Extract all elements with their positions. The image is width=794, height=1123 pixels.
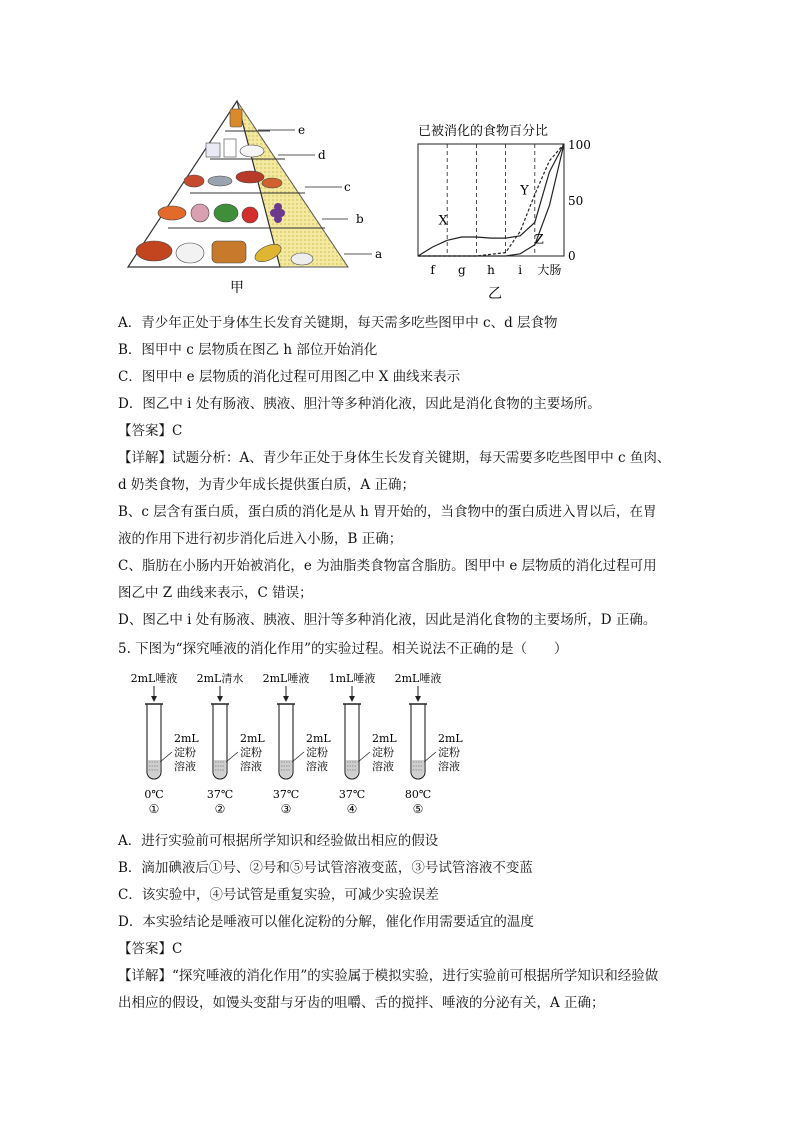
q4-detail-line-4: 液的作用下进行初步消化后进入小肠，B 正确；: [118, 531, 403, 547]
starch-solution-fill: [148, 760, 160, 778]
figure-caption-yi: 乙: [488, 286, 502, 302]
starch-solution-fill: [214, 760, 226, 778]
tube-number: ①: [148, 802, 160, 816]
q5-detail-line-2: 出相应的假设，如馒头变甜与牙齿的咀嚼、舌的搅拌、唾液的分泌有关，A 正确；: [118, 995, 605, 1011]
q4-detail-line-3: B、c 层含有蛋白质，蛋白质的消化是从 h 胃开始的，当食物中的蛋白质进入胃以后，在胃: [118, 504, 657, 520]
arrow-head: [349, 696, 355, 702]
callout-line: [292, 752, 304, 762]
test-tube-5: [395, 671, 464, 816]
tube-number: ④: [346, 802, 358, 816]
tube-number: ③: [280, 802, 292, 816]
q5-option-b: B．滴加碘液后①号、②号和⑤号试管溶液变蓝，③号试管溶液不变蓝: [118, 860, 533, 876]
starch-solution-fill: [280, 760, 292, 778]
arrow-head: [151, 696, 157, 702]
tube-side-volume: 2mL: [240, 732, 265, 745]
test-tube-3: [263, 671, 332, 816]
starch-solution-fill: [412, 760, 424, 778]
q5-answer: 【答案】C: [118, 941, 183, 957]
tube-temperature: 37℃: [338, 788, 366, 801]
tube-number: ⑤: [412, 802, 424, 816]
tube-side-starch: 淀粉: [306, 746, 328, 759]
saliva-experiment-figure: [120, 668, 480, 823]
q4-detail-line-5: C、脂肪在小肠内开始被消化，e 为油脂类食物富含脂肪。图甲中 e 层物质的消化过程可用: [118, 558, 657, 574]
q4-detail-line-7: D、图乙中 i 处有肠液、胰液、胆汁等多种消化液，因此是消化食物的主要场所，D 正确。: [118, 612, 657, 628]
tube-side-solution: 溶液: [438, 760, 460, 773]
series-label-x: X: [438, 213, 448, 229]
series-label-z: Z: [534, 232, 544, 248]
tube-side-volume: 2mL: [306, 732, 331, 745]
tube-temperature: 0℃: [144, 788, 164, 801]
digestion-chart: [410, 118, 600, 303]
callout-line: [424, 752, 436, 762]
x-tick-label: g: [457, 263, 466, 277]
tube-added-liquid: 2mL唾液: [130, 672, 178, 685]
callout-line: [160, 752, 172, 762]
starch-solution-fill: [346, 760, 358, 778]
q4-detail-line-2: d 奶类食物，为青少年成长提供蛋白质，A 正确；: [118, 477, 415, 493]
food-pyramid-figure: [120, 95, 390, 300]
chart-title: 已被消化的食物百分比: [418, 124, 549, 139]
q4-detail-line-1: 【详解】试题分析：A、青少年正处于身体生长发育关键期，每天需要多吃些图甲中 c 鱼肉、: [118, 450, 671, 466]
q4-option-c: C．图甲中 e 层物质的消化过程可用图乙中 X 曲线来表示: [118, 369, 461, 385]
tube-temperature: 37℃: [272, 788, 300, 801]
series-label-y: Y: [520, 183, 529, 199]
pyramid-label-c: c: [344, 180, 351, 194]
tube-side-starch: 淀粉: [240, 746, 262, 759]
arrow-head: [283, 696, 289, 702]
tube-side-volume: 2mL: [438, 732, 463, 745]
pyramid-label-d: d: [318, 148, 326, 162]
tube-side-solution: 溶液: [174, 760, 196, 773]
q5-detail-line-1: 【详解】“探究唾液的消化作用”的实验属于模拟实验，进行实验前可根据所学知识和经验做: [118, 968, 659, 984]
pyramid-label-a: a: [375, 247, 383, 261]
test-tube-2: [197, 671, 266, 816]
figure-caption-jia: 甲: [230, 280, 244, 296]
arrow-head: [217, 696, 223, 702]
x-tick-label: h: [487, 263, 495, 277]
x-tick-label: 大肠: [537, 263, 562, 277]
x-tick-label: i: [518, 263, 523, 277]
tube-side-solution: 溶液: [372, 760, 394, 773]
tube-number: ②: [214, 802, 226, 816]
q5-option-d: D．本实验结论是唾液可以催化淀粉的分解，催化作用需要适宜的温度: [118, 914, 534, 930]
q5-stem: 5. 下图为“探究唾液的消化作用”的实验过程。相关说法不正确的是（ ）: [118, 641, 568, 657]
tube-temperature: 37℃: [206, 788, 234, 801]
q5-option-a: A．进行实验前可根据所学知识和经验做出相应的假设: [118, 833, 439, 849]
y-tick-0: 0: [568, 249, 576, 263]
tube-side-starch: 淀粉: [372, 746, 394, 759]
tube-added-liquid: 2mL唾液: [262, 672, 310, 685]
tube-side-solution: 溶液: [306, 760, 328, 773]
x-tick-label: f: [430, 263, 435, 277]
y-tick-50: 50: [568, 194, 584, 208]
q5-option-c: C．该实验中，④号试管是重复实验，可减少实验误差: [118, 887, 439, 903]
layer-e-food: [230, 109, 242, 127]
tube-side-volume: 2mL: [372, 732, 397, 745]
q4-option-b: B．图甲中 c 层物质在图乙 h 部位开始消化: [118, 342, 378, 358]
tube-side-solution: 溶液: [240, 760, 262, 773]
tube-added-liquid: 2mL唾液: [394, 672, 442, 685]
callout-line: [226, 752, 238, 762]
callout-line: [358, 752, 370, 762]
y-tick-100: 100: [568, 138, 591, 152]
q4-answer: 【答案】C: [118, 423, 183, 439]
tube-side-volume: 2mL: [174, 732, 199, 745]
test-tube-1: [131, 671, 200, 816]
tube-added-liquid: 2mL清水: [196, 672, 244, 685]
test-tube-4: [329, 671, 398, 816]
tube-temperature: 80℃: [404, 788, 432, 801]
arrow-head: [415, 696, 421, 702]
q4-detail-line-6: 图乙中 Z 曲线来表示，C 错误；: [118, 585, 313, 601]
tube-side-starch: 淀粉: [438, 746, 460, 759]
tube-side-starch: 淀粉: [174, 746, 196, 759]
tube-added-liquid: 1mL唾液: [328, 672, 376, 685]
pyramid-label-e: e: [298, 123, 306, 137]
q4-option-d: D．图乙中 i 处有肠液、胰液、胆汁等多种消化液，因此是消化食物的主要场所。: [118, 396, 601, 412]
pyramid-label-b: b: [356, 212, 364, 226]
q4-option-a: A．青少年正处于身体生长发育关键期，每天需多吃些图甲中 c、d 层食物: [118, 315, 558, 331]
